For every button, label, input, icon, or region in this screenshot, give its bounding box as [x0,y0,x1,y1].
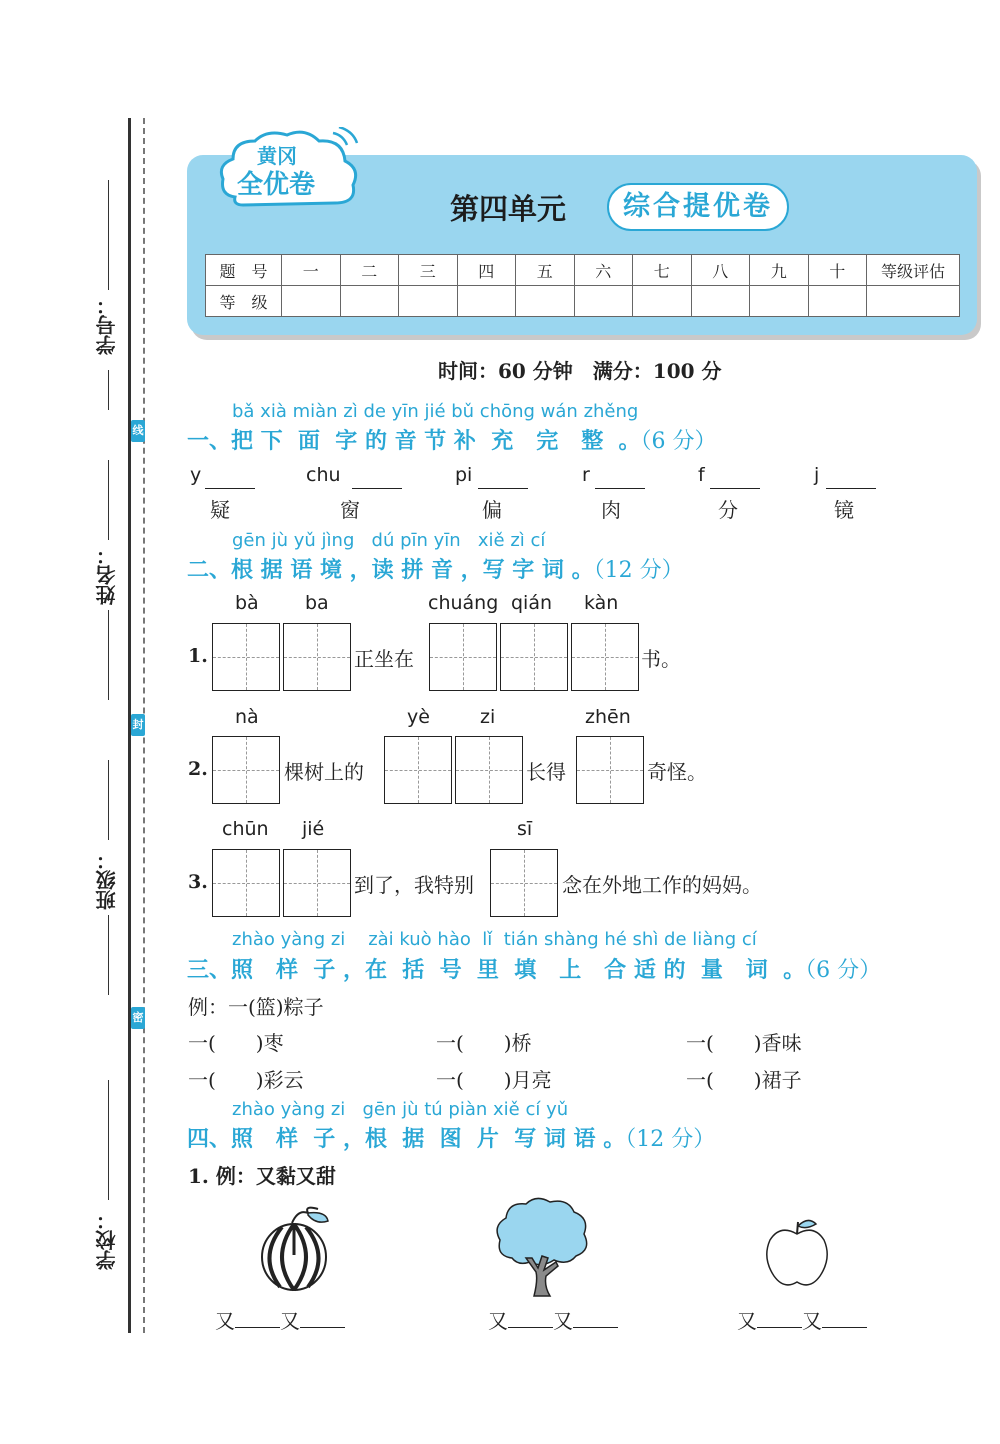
s1-char-4: 肉 [601,498,621,522]
margin-label-student-id: 学号： [95,295,119,355]
grade-input-cell[interactable] [516,286,575,317]
s4-answer-2[interactable] [488,1305,618,1334]
time-info: 时间：60 分钟 满分：100 分 [438,359,722,383]
writing-grid-box[interactable] [500,623,568,691]
q1-pinyin-ba1: bà [235,592,259,614]
grade-cell: 七 [633,255,692,286]
answer-blank[interactable] [300,1307,345,1328]
grade-cell: 一 [282,255,341,286]
grade-table [205,254,960,317]
q3-text-2: 念在外地工作的妈妈。 [562,873,762,897]
section4-heading [187,1122,715,1153]
s4-answer-3[interactable] [737,1305,867,1334]
section2-heading [187,553,684,584]
grade-table-header-row [206,255,960,286]
answer-blank[interactable] [508,1307,553,1328]
q3-pinyin-jie: jié [302,818,325,840]
margin-label-class: 班级： [95,850,119,910]
answer-blank[interactable] [757,1307,802,1328]
seal-tag-seal: 封 [131,714,145,736]
grade-input-cell[interactable] [867,286,960,317]
answer-blank[interactable] [822,1307,867,1328]
you-char: 又 [488,1309,508,1333]
writing-grid-box[interactable] [283,849,351,917]
section4-score: （12 分） [625,1127,716,1152]
page-title: 第四单元 [450,192,567,226]
grade-input-cell[interactable] [750,286,809,317]
you-char: 又 [737,1309,757,1333]
grade-table-score-row [206,286,960,317]
section2-score: （12 分） [593,558,684,583]
answer-blank[interactable] [573,1307,618,1328]
q3-pinyin-si: sī [517,818,533,840]
grade-cell: 十 [808,255,867,286]
s1-pinyin-2: chu [306,464,341,486]
q3-number: 3. [188,871,208,893]
margin-label-school: 学校： [95,1210,119,1270]
apple-icon [760,1216,834,1290]
q2-text-2: 长得 [526,760,566,784]
grade-cell: 二 [340,255,399,286]
writing-grid-box[interactable] [212,849,280,917]
grade-cell: 九 [750,255,809,286]
q2-pinyin-zi: zi [480,706,496,728]
logo-text-line1: 黄冈 [257,144,297,168]
s3-example: 例：一(篮)粽子 [188,995,324,1019]
s3-measure-word-blank[interactable]: 一( )裙子 [686,1068,802,1092]
section3-pinyin: zhào yàng zi zài kuò hào lǐ tián shàng hé shì de liàng cí [232,929,757,950]
grade-input-cell[interactable] [633,286,692,317]
s3-measure-word-blank[interactable]: 一( )桥 [436,1031,532,1055]
section4-title: 四、照 样 子 ，根 据 图 片 写 词 语 。 [187,1127,626,1152]
section4-pinyin: zhào yàng zi gēn jù tú piàn xiě cí yǔ [232,1099,569,1120]
writing-grid-box[interactable] [384,736,452,804]
s1-char-1: 疑 [210,498,230,522]
margin-rule-class [108,760,109,840]
writing-grid-box[interactable] [283,623,351,691]
s1-pinyin-5: f [698,464,705,486]
grade-cell: 等级评估 [867,255,960,286]
title-badge: 综合提优卷 [607,183,789,231]
margin-rule-student-id [108,180,109,290]
section1-title: 一、把 下 面 字 的 音 节 补 充 完 整 。 [187,429,641,454]
s1-blank-5[interactable] [710,488,760,489]
s1-blank-4[interactable] [595,488,645,489]
grade-input-cell[interactable] [282,286,341,317]
q1-pinyin-qian: qián [511,592,553,614]
q3-pinyin-chun: chūn [222,818,269,840]
grade-label-cell: 等 级 [206,286,282,317]
q2-pinyin-zhen: zhēn [585,706,631,728]
you-char: 又 [280,1309,300,1333]
q1-pinyin-kan: kàn [584,592,619,614]
grade-cell: 四 [457,255,516,286]
grade-cell: 题 号 [206,255,282,286]
writing-grid-box[interactable] [490,849,558,917]
q1-text-2: 书。 [641,647,681,671]
grade-input-cell[interactable] [574,286,633,317]
you-char: 又 [553,1309,573,1333]
section3-score: （6 分） [805,958,882,983]
section3-heading [187,953,881,984]
writing-grid-box[interactable] [571,623,639,691]
s3-measure-word-blank[interactable]: 一( )枣 [188,1031,284,1055]
s1-blank-1[interactable] [205,488,255,489]
q2-text-1: 棵树上的 [284,760,364,784]
s4-example: 1. 例：又黏又甜 [188,1164,336,1188]
s3-measure-word-blank[interactable]: 一( )月亮 [436,1068,552,1092]
you-char: 又 [215,1309,235,1333]
s1-pinyin-1: y [190,464,202,486]
margin-rule-name-low [108,610,109,700]
margin-rule-student-id-low [108,370,109,410]
q1-text-1: 正坐在 [354,647,414,671]
q3-text-1: 到了，我特别 [354,873,474,897]
grade-input-cell[interactable] [340,286,399,317]
section3-title: 三、照 样 子 ，在 括 号 里 填 上 合 适 的 量 词 。 [187,958,806,983]
q2-text-3: 奇怪。 [647,760,707,784]
s1-pinyin-6: j [814,464,820,486]
s1-char-6: 镜 [834,498,854,522]
watermelon-icon [256,1203,336,1293]
grade-input-cell[interactable] [691,286,750,317]
margin-rule-name [108,460,109,540]
you-char: 又 [802,1309,822,1333]
s1-pinyin-4: r [582,464,590,486]
s1-char-3: 偏 [482,498,502,522]
writing-grid-box[interactable] [429,623,497,691]
grade-cell: 八 [691,255,750,286]
seal-tag-secret: 密 [131,1007,145,1029]
section2-title: 二、根 据 语 境 ，读 拼 音 ，写 字 词 。 [187,558,594,583]
writing-grid-box[interactable] [455,736,523,804]
grade-cell: 五 [516,255,575,286]
s1-blank-3[interactable] [478,488,528,489]
logo-text-line2: 全优卷 [237,170,316,200]
section1-pinyin: bǎ xià miàn zì de yīn jié bǔ chōng wán zhěng [232,401,639,422]
s3-measure-word-blank[interactable]: 一( )彩云 [188,1068,304,1092]
s1-char-2: 窗 [340,498,360,522]
q2-number: 2. [188,758,208,780]
tree-icon [492,1196,592,1298]
s1-blank-6[interactable] [826,488,876,489]
grade-input-cell[interactable] [457,286,516,317]
section1-score: （6 分） [640,429,717,454]
seal-tag-line: 线 [131,420,145,442]
q2-pinyin-na: nà [235,706,259,728]
section1-heading [187,424,717,455]
writing-grid-box[interactable] [212,736,280,804]
answer-blank[interactable] [235,1307,280,1328]
grade-input-cell[interactable] [808,286,867,317]
grade-cell: 三 [399,255,458,286]
section2-pinyin: gēn jù yǔ jìng dú pīn yīn xiě zì cí [232,530,546,551]
s3-measure-word-blank[interactable]: 一( )香味 [686,1031,802,1055]
s1-pinyin-3: pi [455,464,473,486]
writing-grid-box[interactable] [576,736,644,804]
margin-label-name: 姓名： [95,545,119,605]
writing-grid-box[interactable] [212,623,280,691]
margin-rule-class-low [108,915,109,995]
q1-pinyin-ba2: ba [305,592,329,614]
s4-answer-1[interactable] [215,1305,345,1334]
q1-number: 1. [188,645,208,667]
q1-pinyin-chuang: chuáng [428,592,499,614]
q2-pinyin-ye: yè [407,706,430,728]
grade-input-cell[interactable] [399,286,458,317]
s1-blank-2[interactable] [352,488,402,489]
margin-rule-school [108,1080,109,1200]
s1-char-5: 分 [718,498,738,522]
grade-cell: 六 [574,255,633,286]
